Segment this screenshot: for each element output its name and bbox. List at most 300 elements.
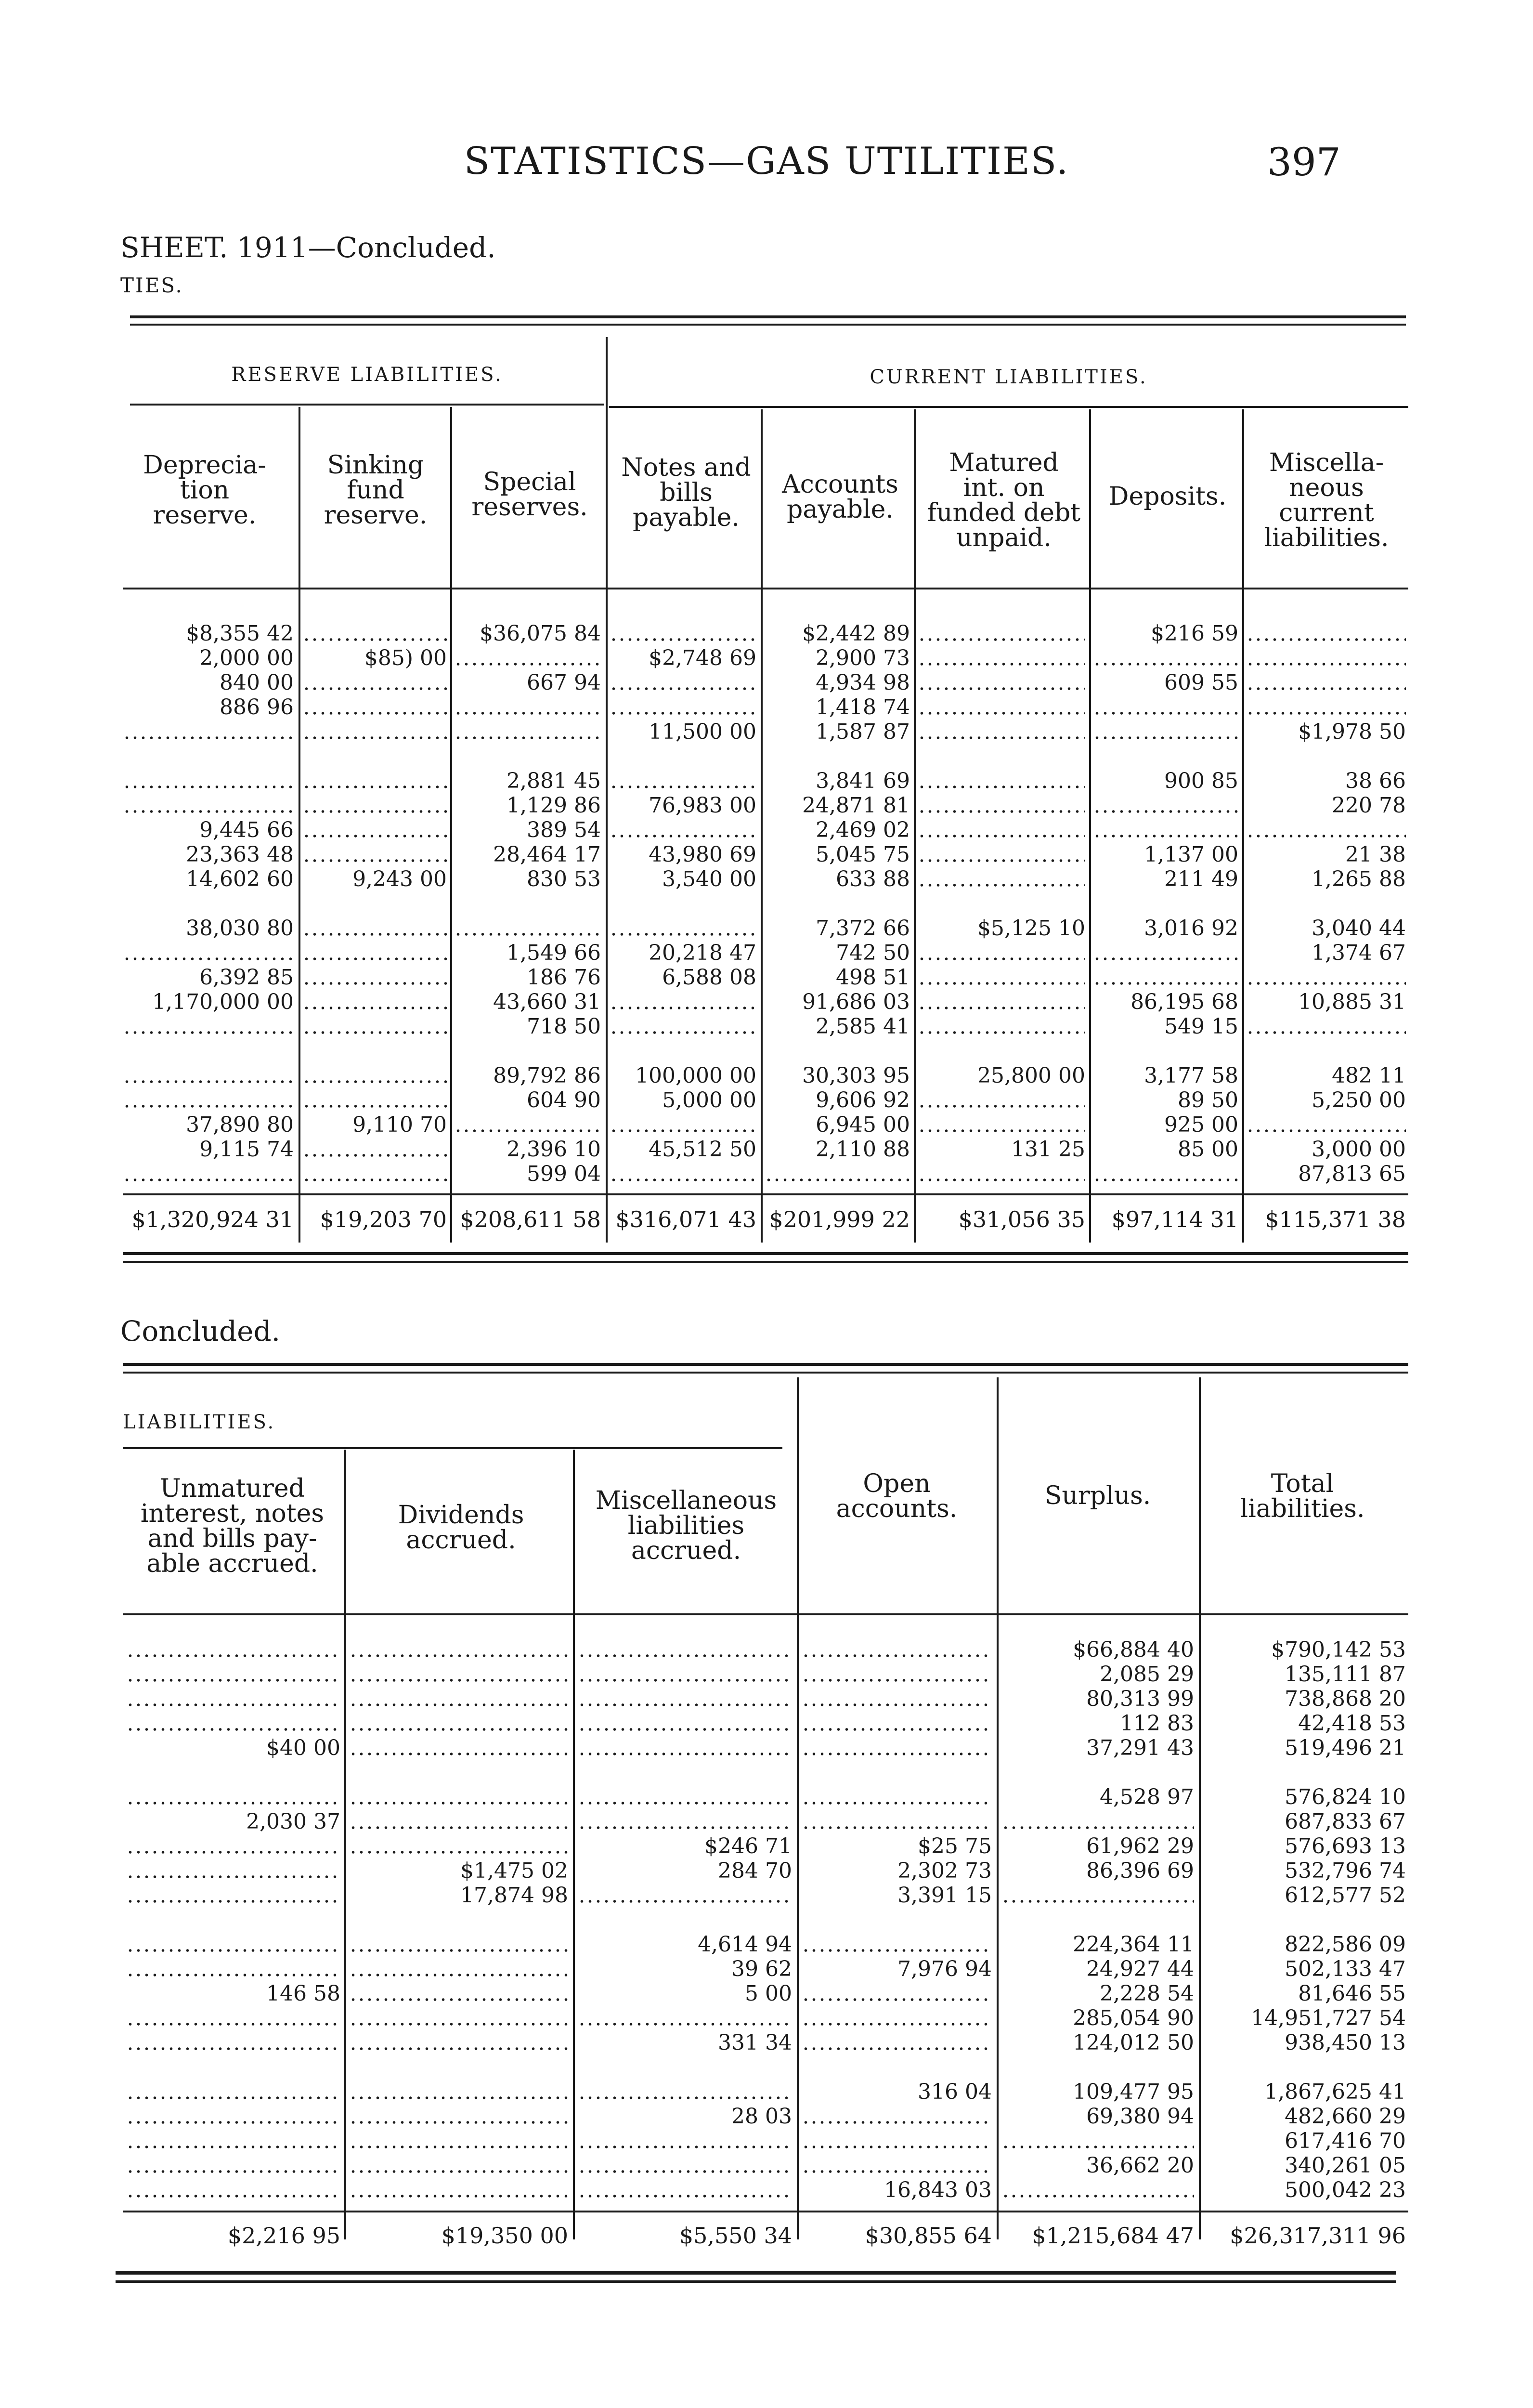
- dot-leader: [126, 2178, 340, 2202]
- total-sinking-fund: $19,203 70: [320, 1206, 447, 1232]
- dot-leader: [802, 1932, 992, 1957]
- total-deposits: $97,114 31: [1111, 1206, 1238, 1232]
- table-cell: $66,884 40: [1073, 1637, 1194, 1662]
- dot-leader: [918, 941, 1085, 965]
- dot-leader: [349, 2006, 568, 2030]
- table-cell: 81,646 55: [1298, 1981, 1406, 2006]
- dot-leader: [918, 769, 1085, 793]
- table-cell: 7,372 66: [816, 916, 910, 941]
- table-cell: 498 51: [836, 965, 910, 990]
- row-gap: [802, 1760, 992, 1785]
- dot-leader: [302, 965, 447, 990]
- row-gap: [1246, 1039, 1406, 1063]
- dot-leader: [126, 1711, 340, 1736]
- group-current-liabilities: CURRENT LIABILITIES.: [870, 366, 1148, 388]
- row-gap: [610, 1039, 756, 1063]
- col-header-misc-accrued: Miscellaneous liabilities accrued.: [595, 1486, 777, 1565]
- dot-leader: [126, 1834, 340, 1858]
- dot-leader: [610, 769, 756, 793]
- table-cell: 502,133 47: [1285, 1957, 1406, 1981]
- table-cell: 3,177 58: [1144, 1063, 1238, 1088]
- table-cell: $25 75: [918, 1834, 992, 1858]
- table-cell: 112 83: [1120, 1711, 1194, 1736]
- table-cell: 617,416 70: [1285, 2129, 1406, 2153]
- table-cell: 2,302 73: [897, 1858, 992, 1883]
- dot-leader: [126, 1637, 340, 1662]
- table-cell: 38,030 80: [186, 916, 294, 941]
- row-gap: [765, 1039, 910, 1063]
- table-cell: 89 50: [1178, 1088, 1238, 1112]
- dot-leader: [918, 867, 1085, 891]
- table-cell: 599 04: [527, 1162, 601, 1186]
- col-header-sinking-fund: Sinking fund reserve.: [324, 451, 428, 530]
- table-cell: 7,976 94: [897, 1957, 992, 1981]
- dot-leader: [302, 793, 447, 818]
- table-cell: 5,250 00: [1312, 1088, 1406, 1112]
- col-header-notes-bills: Notes and bills payable.: [621, 453, 751, 532]
- row-gap: [123, 1039, 294, 1063]
- total-rule: [123, 2211, 1408, 2212]
- table-cell: 1,265 88: [1312, 867, 1406, 891]
- table-cell: 822,586 09: [1285, 1932, 1406, 1957]
- total-accounts-payable: $201,999 22: [769, 1206, 910, 1232]
- row-gap: [302, 891, 447, 916]
- dot-leader: [349, 1662, 568, 1687]
- dot-leader: [349, 1711, 568, 1736]
- table-cell: 532,796 74: [1285, 1858, 1406, 1883]
- dot-leader: [918, 720, 1085, 744]
- dot-leader: [349, 2030, 568, 2055]
- table-cell: 886 96: [220, 695, 294, 720]
- table-cell: 2,110 88: [816, 1137, 910, 1162]
- col-surplus: [1001, 1637, 1194, 2202]
- table-cell: 9,243 00: [352, 867, 447, 891]
- table-cell: 1,587 87: [816, 720, 910, 744]
- table-cell: 14,602 60: [186, 867, 294, 891]
- table-cell: 100,000 00: [635, 1063, 756, 1088]
- table-cell: 38 66: [1345, 769, 1406, 793]
- col-header-surplus: Surplus.: [1044, 1481, 1151, 1510]
- dot-leader: [126, 1932, 340, 1957]
- col-matured-interest: [918, 621, 1085, 1186]
- row-gap: [578, 1760, 792, 1785]
- dot-leader: [126, 1687, 340, 1711]
- table-cell: 331 34: [718, 2030, 792, 2055]
- dot-leader: [1093, 1162, 1238, 1186]
- dot-leader: [802, 1785, 992, 1809]
- col-depreciation: [123, 621, 294, 1186]
- total-open-accounts: $30,855 64: [865, 2223, 992, 2249]
- dot-leader: [126, 2153, 340, 2178]
- row-gap: [802, 1908, 992, 1932]
- table-cell: 3,040 44: [1312, 916, 1406, 941]
- header-underline: [123, 1613, 1408, 1615]
- row-gap: [1093, 744, 1238, 769]
- dot-leader: [1001, 2129, 1194, 2153]
- table-cell: 482 11: [1332, 1063, 1406, 1088]
- dot-leader: [123, 1014, 294, 1039]
- dot-leader: [578, 2129, 792, 2153]
- col-header-total-liabilities: Total liabilities.: [1240, 1469, 1365, 1523]
- dot-leader: [1093, 793, 1238, 818]
- dot-leader: [802, 1637, 992, 1662]
- dot-leader: [610, 916, 756, 941]
- page-number: 397: [1267, 140, 1341, 184]
- table-cell: 9,445 66: [199, 818, 294, 842]
- table-cell: 85 00: [1178, 1137, 1238, 1162]
- top-table-bottom-rule: [123, 1261, 1408, 1263]
- table-cell: 738,868 20: [1285, 1687, 1406, 1711]
- dot-leader: [610, 695, 756, 720]
- group-underline: [609, 406, 1408, 408]
- total-misc-accrued: $5,550 34: [679, 2223, 792, 2249]
- table-cell: 1,549 66: [507, 941, 601, 965]
- dot-leader: [802, 2006, 992, 2030]
- column-divider: [606, 337, 608, 1243]
- dot-leader: [349, 1809, 568, 1834]
- dot-leader: [1093, 818, 1238, 842]
- table-cell: 938,450 13: [1285, 2030, 1406, 2055]
- table-cell: 37,291 43: [1086, 1736, 1194, 1760]
- row-gap: [349, 2055, 568, 2080]
- dot-leader: [918, 818, 1085, 842]
- table-cell: 2,030 37: [246, 1809, 340, 1834]
- row-gap: [1001, 1760, 1194, 1785]
- table-cell: 4,614 94: [698, 1932, 792, 1957]
- dot-leader: [349, 2153, 568, 2178]
- table-cell: 4,934 98: [816, 670, 910, 695]
- col-header-accounts-payable: Accounts payable.: [782, 470, 898, 524]
- row-gap: [765, 744, 910, 769]
- row-gap: [918, 1039, 1085, 1063]
- table-cell: $85) 00: [364, 646, 447, 670]
- table-cell: 742 50: [836, 941, 910, 965]
- table-cell: $790,142 53: [1271, 1637, 1406, 1662]
- col-header-misc-current: Miscella- neous current liabilities.: [1264, 448, 1389, 552]
- row-gap: [302, 1039, 447, 1063]
- dot-leader: [802, 2153, 992, 2178]
- dot-leader: [1246, 1112, 1406, 1137]
- col-special-reserves: [454, 621, 601, 1186]
- dot-leader: [302, 720, 447, 744]
- dot-leader: [918, 1112, 1085, 1137]
- dot-leader: [1001, 1809, 1194, 1834]
- dot-leader: [126, 1662, 340, 1687]
- table-cell: 6,945 00: [816, 1112, 910, 1137]
- dot-leader: [349, 2104, 568, 2129]
- dot-leader: [1246, 818, 1406, 842]
- row-gap: [610, 891, 756, 916]
- col-header-depreciation: Deprecia- tion reserve.: [143, 451, 266, 530]
- dot-leader: [126, 1957, 340, 1981]
- top-table-double-rule: [130, 324, 1406, 326]
- dot-leader: [349, 1981, 568, 2006]
- dot-leader: [765, 1162, 910, 1186]
- col-misc-accrued: [578, 1637, 792, 2202]
- table-cell: 24,871 81: [802, 793, 910, 818]
- top-table-bottom-rule: [123, 1252, 1408, 1255]
- table-cell: 1,867,625 41: [1264, 2080, 1406, 2104]
- table-cell: 135,111 87: [1285, 1662, 1406, 1687]
- bottom-table-double-rule: [123, 1363, 1408, 1366]
- row-gap: [578, 1908, 792, 1932]
- table-cell: 1,418 74: [816, 695, 910, 720]
- dot-leader: [454, 695, 601, 720]
- dot-leader: [302, 1137, 447, 1162]
- row-gap: [765, 891, 910, 916]
- table-cell: $216 59: [1151, 621, 1238, 646]
- sheet-subline: TIES.: [120, 274, 183, 297]
- table-cell: 45,512 50: [649, 1137, 756, 1162]
- table-cell: 131 25: [1011, 1137, 1085, 1162]
- dot-leader: [302, 916, 447, 941]
- row-gap: [1246, 744, 1406, 769]
- table-cell: 80,313 99: [1086, 1687, 1194, 1711]
- dot-leader: [1246, 1014, 1406, 1039]
- dot-leader: [578, 2080, 792, 2104]
- table-cell: 24,927 44: [1086, 1957, 1194, 1981]
- dot-leader: [918, 965, 1085, 990]
- table-cell: 25,800 00: [977, 1063, 1085, 1088]
- dot-leader: [918, 670, 1085, 695]
- table-cell: 9,110 70: [352, 1112, 447, 1137]
- row-gap: [349, 1760, 568, 1785]
- dot-leader: [349, 2129, 568, 2153]
- table-cell: 2,900 73: [816, 646, 910, 670]
- dot-leader: [302, 1014, 447, 1039]
- group-underline: [123, 1447, 782, 1449]
- table-cell: 28,464 17: [493, 842, 601, 867]
- table-cell: 900 85: [1164, 769, 1238, 793]
- table-cell: 14,951,727 54: [1251, 2006, 1406, 2030]
- table-cell: 1,374 67: [1312, 941, 1406, 965]
- table-cell: 89,792 86: [493, 1063, 601, 1088]
- table-cell: 211 49: [1164, 867, 1238, 891]
- table-cell: 2,469 02: [816, 818, 910, 842]
- table-cell: 224,364 11: [1073, 1932, 1194, 1957]
- table-cell: 840 00: [220, 670, 294, 695]
- dot-leader: [349, 1637, 568, 1662]
- table-cell: 11,500 00: [649, 720, 756, 744]
- dot-leader: [123, 1063, 294, 1088]
- table-cell: 37,890 80: [186, 1112, 294, 1137]
- total-matured-interest: $31,056 35: [958, 1206, 1085, 1232]
- table-cell: 39 62: [731, 1957, 792, 1981]
- dot-leader: [302, 990, 447, 1014]
- dot-leader: [302, 695, 447, 720]
- table-cell: 20,218 47: [649, 941, 756, 965]
- row-gap: [1204, 1908, 1406, 1932]
- dot-leader: [578, 1785, 792, 1809]
- dot-leader: [1246, 965, 1406, 990]
- dot-leader: [123, 941, 294, 965]
- dot-leader: [802, 1662, 992, 1687]
- table-cell: 3,540 00: [662, 867, 756, 891]
- dot-leader: [349, 2178, 568, 2202]
- dot-leader: [918, 1088, 1085, 1112]
- dot-leader: [123, 769, 294, 793]
- table-cell: 146 58: [266, 1981, 340, 2006]
- table-cell: 609 55: [1164, 670, 1238, 695]
- row-gap: [123, 744, 294, 769]
- col-misc-current: [1246, 621, 1406, 1186]
- col-unmatured-interest: [126, 1637, 340, 2202]
- dot-leader: [918, 793, 1085, 818]
- table-cell: 4,528 97: [1100, 1785, 1194, 1809]
- dot-leader: [126, 1785, 340, 1809]
- table-cell: 186 76: [527, 965, 601, 990]
- dot-leader: [1246, 621, 1406, 646]
- row-gap: [1001, 2055, 1194, 2080]
- table-cell: 500,042 23: [1285, 2178, 1406, 2202]
- dot-leader: [454, 1112, 601, 1137]
- dot-leader: [578, 1736, 792, 1760]
- dot-leader: [302, 1088, 447, 1112]
- group-liabilities: LIABILITIES.: [123, 1411, 276, 1433]
- dot-leader: [610, 1162, 756, 1186]
- dot-leader: [578, 2178, 792, 2202]
- table-cell: 1,137 00: [1144, 842, 1238, 867]
- dot-leader: [454, 646, 601, 670]
- sheet-line: SHEET. 1911—Concluded.: [120, 231, 496, 264]
- row-gap: [126, 1908, 340, 1932]
- table-cell: 9,606 92: [816, 1088, 910, 1112]
- table-cell: $2,748 69: [649, 646, 756, 670]
- dot-leader: [918, 990, 1085, 1014]
- table-cell: 612,577 52: [1285, 1883, 1406, 1908]
- dot-leader: [1093, 965, 1238, 990]
- row-gap: [454, 891, 601, 916]
- table-cell: 76,983 00: [649, 793, 756, 818]
- dot-leader: [123, 793, 294, 818]
- row-gap: [1246, 891, 1406, 916]
- table-cell: $2,442 89: [802, 621, 910, 646]
- table-cell: 69,380 94: [1086, 2104, 1194, 2129]
- dot-leader: [349, 1834, 568, 1858]
- table-cell: $1,475 02: [460, 1858, 568, 1883]
- row-gap: [610, 744, 756, 769]
- dot-leader: [918, 1162, 1085, 1186]
- dot-leader: [802, 1809, 992, 1834]
- col-notes-bills: [610, 621, 756, 1186]
- group-reserve-liabilities: RESERVE LIABILITIES.: [231, 364, 503, 386]
- dot-leader: [578, 1662, 792, 1687]
- table-cell: 604 90: [527, 1088, 601, 1112]
- table-cell: 16,843 03: [884, 2178, 992, 2202]
- dot-leader: [1093, 941, 1238, 965]
- row-gap: [1204, 2055, 1406, 2080]
- col-header-matured-interest: Matured int. on funded debt unpaid.: [927, 448, 1081, 552]
- dot-leader: [349, 1687, 568, 1711]
- table-cell: 830 53: [527, 867, 601, 891]
- dot-leader: [126, 2006, 340, 2030]
- table-cell: 667 94: [527, 670, 601, 695]
- table-cell: 2,881 45: [507, 769, 601, 793]
- dot-leader: [1246, 695, 1406, 720]
- dot-leader: [126, 1858, 340, 1883]
- total-unmatured-interest: $2,216 95: [227, 2223, 340, 2249]
- bottom-table-bottom-rule: [116, 2271, 1396, 2275]
- row-gap: [123, 891, 294, 916]
- dot-leader: [802, 2104, 992, 2129]
- column-divider: [1089, 409, 1091, 1243]
- table-cell: 633 88: [836, 867, 910, 891]
- total-surplus: $1,215,684 47: [1032, 2223, 1194, 2249]
- row-gap: [1093, 1039, 1238, 1063]
- total-depreciation: $1,320,924 31: [131, 1206, 294, 1232]
- dot-leader: [1093, 720, 1238, 744]
- table-cell: $1,978 50: [1298, 720, 1406, 744]
- table-cell: 3,000 00: [1312, 1137, 1406, 1162]
- dot-leader: [126, 2030, 340, 2055]
- table-cell: 42,418 53: [1298, 1711, 1406, 1736]
- table-cell: 482,660 29: [1285, 2104, 1406, 2129]
- row-gap: [1001, 1908, 1194, 1932]
- dot-leader: [1246, 646, 1406, 670]
- table-cell: 2,000 00: [199, 646, 294, 670]
- table-cell: 2,085 29: [1100, 1662, 1194, 1687]
- table-cell: 5,045 75: [816, 842, 910, 867]
- dot-leader: [802, 2030, 992, 2055]
- table-cell: 687,833 67: [1285, 1809, 1406, 1834]
- table-cell: 109,477 95: [1073, 2080, 1194, 2104]
- row-gap: [454, 744, 601, 769]
- table-cell: 43,980 69: [649, 842, 756, 867]
- table-cell: 86,396 69: [1086, 1858, 1194, 1883]
- dot-leader: [918, 695, 1085, 720]
- dot-leader: [578, 1809, 792, 1834]
- dot-leader: [302, 769, 447, 793]
- dot-leader: [302, 1063, 447, 1088]
- table-cell: 9,115 74: [199, 1137, 294, 1162]
- column-divider: [573, 1450, 575, 2239]
- dot-leader: [802, 1711, 992, 1736]
- col-sinking-fund: [302, 621, 447, 1186]
- col-header-unmatured-interest: Unmatured interest, notes and bills pay- able accrued.: [140, 1474, 325, 1578]
- table-cell: 10,885 31: [1298, 990, 1406, 1014]
- row-gap: [1093, 891, 1238, 916]
- row-gap: [1204, 1760, 1406, 1785]
- top-table-double-rule: [130, 315, 1406, 318]
- dot-leader: [302, 842, 447, 867]
- dot-leader: [802, 1687, 992, 1711]
- table-cell: $246 71: [704, 1834, 792, 1858]
- dot-leader: [349, 1785, 568, 1809]
- table-cell: 576,693 13: [1285, 1834, 1406, 1858]
- bottom-table: [0, 1348, 1533, 2312]
- column-divider: [450, 407, 452, 1243]
- table-cell: 3,841 69: [816, 769, 910, 793]
- table-cell: 2,228 54: [1100, 1981, 1194, 2006]
- dot-leader: [302, 941, 447, 965]
- total-misc-current: $115,371 38: [1265, 1206, 1406, 1232]
- row-gap: [302, 744, 447, 769]
- table-cell: 5 00: [745, 1981, 792, 2006]
- header-underline: [123, 588, 1408, 589]
- col-header-special-reserves: Special reserves.: [471, 468, 588, 522]
- dot-leader: [610, 1014, 756, 1039]
- col-header-open-accounts: Open accounts.: [836, 1469, 958, 1523]
- dot-leader: [610, 818, 756, 842]
- table-cell: 2,585 41: [816, 1014, 910, 1039]
- table-cell: 3,391 15: [897, 1883, 992, 1908]
- table-cell: 1,129 86: [507, 793, 601, 818]
- table-cell: 576,824 10: [1285, 1785, 1406, 1809]
- total-total-liabilities: $26,317,311 96: [1230, 2223, 1406, 2249]
- table-cell: 6,588 08: [662, 965, 756, 990]
- table-cell: 316 04: [918, 2080, 992, 2104]
- dot-leader: [126, 1883, 340, 1908]
